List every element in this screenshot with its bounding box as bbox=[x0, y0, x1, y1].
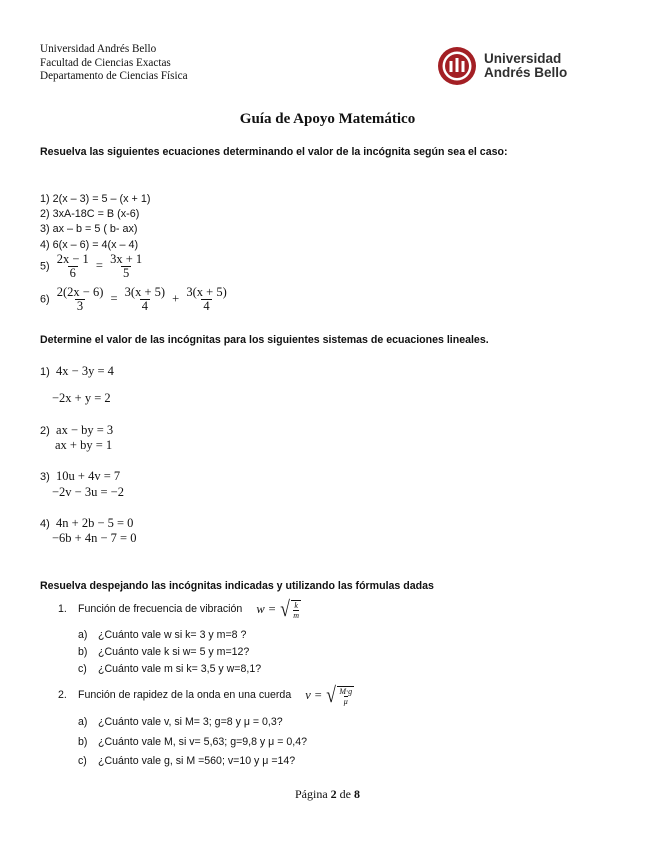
problem-1-number: 1. bbox=[58, 603, 67, 615]
footer-mid: de bbox=[339, 787, 351, 801]
footer-total-pages: 8 bbox=[354, 787, 360, 801]
equation-6-right-fraction-2: $\frac{3(x + 5)}{4}$ bbox=[186, 285, 227, 313]
problem-2 bbox=[58, 684, 354, 706]
system-3-eq-1: 3) 10u + 4v = 7 bbox=[40, 469, 121, 483]
system-4-eq-1: 4) 4n + 2b − 5 = 0 bbox=[40, 516, 134, 530]
problem-1-formula-radical: √ k m bbox=[280, 596, 300, 621]
problem-2-question-b: b) ¿Cuánto vale M, si v= 5,63; g=9,8 y μ = 0,4? bbox=[78, 736, 307, 748]
equation-6: 6) $\frac{2(2x - 6)}{3}$ = $\frac{3(x + 5)}{4}$ + $\frac{3(x + 5)}{4}$ bbox=[40, 285, 227, 313]
equation-3: 3) ax – b = 5 ( b- ax) bbox=[40, 223, 138, 235]
problem-1-formula-lhs: w = bbox=[256, 601, 277, 616]
equation-6-right-fraction-1: $\frac{3(x + 5)}{4}$ bbox=[124, 285, 166, 313]
problem-1-text: Función de frecuencia de vibración bbox=[78, 603, 243, 615]
institution-header bbox=[40, 43, 188, 84]
faculty-name: Facultad de Ciencias Exactas bbox=[40, 56, 171, 69]
equation-5-right-fraction: $\frac{3x + 1}{5}$ bbox=[110, 252, 143, 280]
logo-emblem-icon bbox=[437, 44, 477, 88]
department-name: Departamento de Ciencias Física bbox=[40, 70, 188, 82]
system-1-eq-1: 1) 4x − 3y = 4 bbox=[40, 364, 114, 378]
logo-line-1: Universidad bbox=[484, 51, 562, 66]
page-title: Guía de Apoyo Matemático bbox=[239, 111, 416, 127]
equation-6-left-fraction: $\frac{2(2x - 6)}{3}$ bbox=[56, 285, 104, 313]
logo-line-2: Andrés Bello bbox=[484, 65, 568, 80]
university-logo bbox=[437, 44, 567, 88]
problem-1-question-c: c) ¿Cuánto vale m si k= 3,5 y w=8,1? bbox=[78, 663, 262, 675]
problem-2-formula-radical: √ M·g μ bbox=[326, 682, 353, 707]
logo-text bbox=[484, 52, 567, 80]
equation-4: 4) 6(x – 6) = 4(x – 4) bbox=[40, 239, 139, 251]
footer-page-number: 2 bbox=[330, 787, 337, 801]
system-4-eq-2: −6b + 4n − 7 = 0 bbox=[52, 531, 137, 545]
section-3-heading: Resuelva despejando las incógnitas indicadas y utilizando las fórmulas dadas bbox=[40, 580, 434, 592]
problem-1-question-a: a) ¿Cuánto vale w si k= 3 y m=8 ? bbox=[78, 629, 247, 641]
problem-2-formula-lhs: v = bbox=[305, 687, 323, 702]
equation-6-label: 6) bbox=[40, 293, 50, 306]
problem-2-number: 2. bbox=[58, 689, 67, 701]
system-1-eq-2: −2x + y = 2 bbox=[52, 391, 111, 405]
equation-2: 2) 3xA-18C = B (x-6) bbox=[40, 208, 140, 220]
system-3-eq-2: −2v − 3u = −2 bbox=[52, 485, 124, 499]
footer-prefix: Página bbox=[295, 787, 328, 801]
problem-1-question-b: b) ¿Cuánto vale k si w= 5 y m=12? bbox=[78, 646, 250, 658]
page-footer bbox=[0, 787, 655, 802]
problem-2-question-c: c) ¿Cuánto vale g, si M =560; v=10 y μ =14? bbox=[78, 755, 296, 767]
system-2-eq-2: ax + by = 1 bbox=[55, 438, 113, 452]
university-name: Universidad Andrés Bello bbox=[40, 43, 157, 55]
section-1-heading: Resuelva las siguientes ecuaciones determinando el valor de la incógnita según sea el caso: bbox=[40, 146, 508, 158]
equation-5-label: 5) bbox=[40, 260, 50, 273]
equation-5: 5) $\frac{2x - 1}{6}$ = $\frac{3x + 1}{5}$ bbox=[40, 252, 143, 280]
section-2-heading: Determine el valor de las incógnitas para los siguientes sistemas de ecuaciones lineales. bbox=[40, 334, 489, 346]
equation-5-left-fraction: $\frac{2x - 1}{6}$ bbox=[56, 252, 89, 280]
system-2-eq-1: 2) ax − by = 3 bbox=[40, 423, 114, 437]
equation-1: 1) 2(x – 3) = 5 – (x + 1) bbox=[40, 193, 151, 205]
problem-2-text: Función de rapidez de la onda en una cuerda bbox=[78, 689, 292, 701]
problem-2-question-a: a) ¿Cuánto vale v, si M= 3; g=8 y μ = 0,3? bbox=[78, 716, 283, 728]
problem-1 bbox=[58, 598, 301, 620]
